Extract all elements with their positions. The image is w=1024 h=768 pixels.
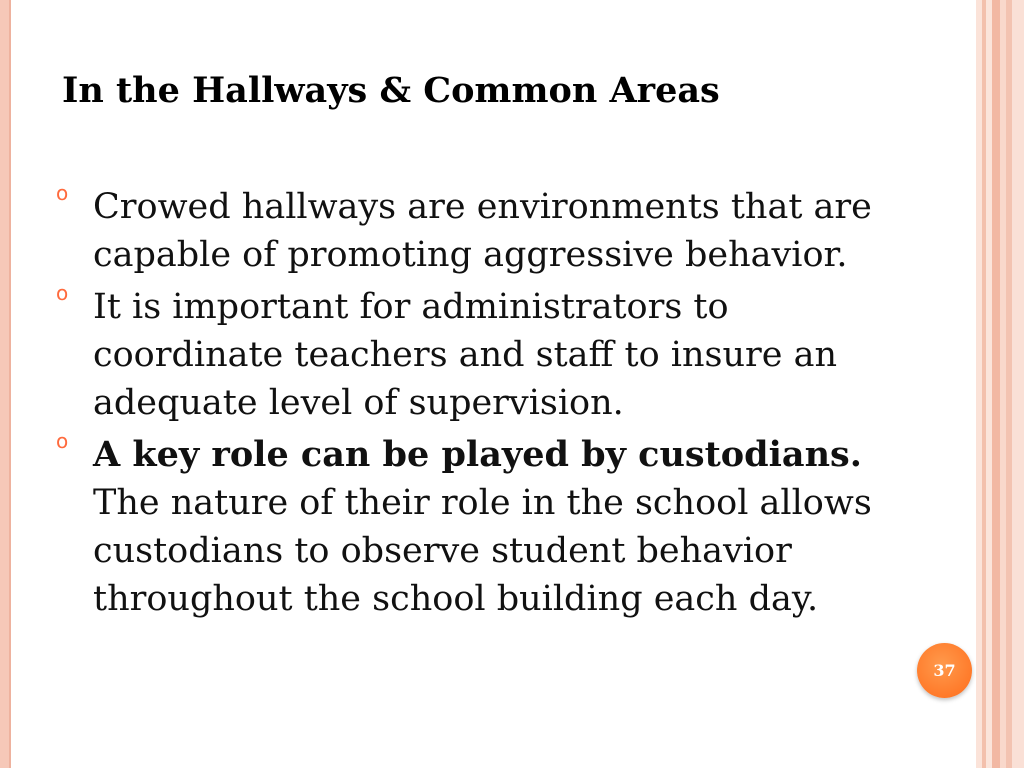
bullet-item (56, 183, 886, 279)
page-number-badge: 37 (917, 643, 972, 698)
bullet-item (56, 431, 886, 623)
bullet-marker-icon: o (56, 181, 69, 205)
bullet-regular-text: The nature of their role in the school allows custodians to observe student behavior throughout the school building each day. (93, 483, 872, 619)
bullet-text: It is important for administrators to coordinate teachers and staff to insure an adequate level of supervision. (93, 287, 838, 423)
slide-title: In the Hallways & Common Areas (62, 70, 720, 111)
right-border-bands (976, 0, 1024, 768)
right-band (992, 0, 1000, 768)
bullet-text: Crowed hallways are environments that are capable of promoting aggressive behavior. (93, 187, 872, 275)
bullet-list (56, 183, 886, 627)
bullet-text (93, 431, 886, 623)
bullet-marker-icon: o (56, 281, 69, 305)
bullet-marker-icon: o (56, 429, 69, 453)
bullet-item (56, 283, 886, 427)
left-border-decoration (0, 0, 9, 768)
left-border-line (9, 0, 11, 768)
right-band (1012, 0, 1024, 768)
bullet-bold-text: A key role can be played by custodians. (93, 434, 862, 475)
